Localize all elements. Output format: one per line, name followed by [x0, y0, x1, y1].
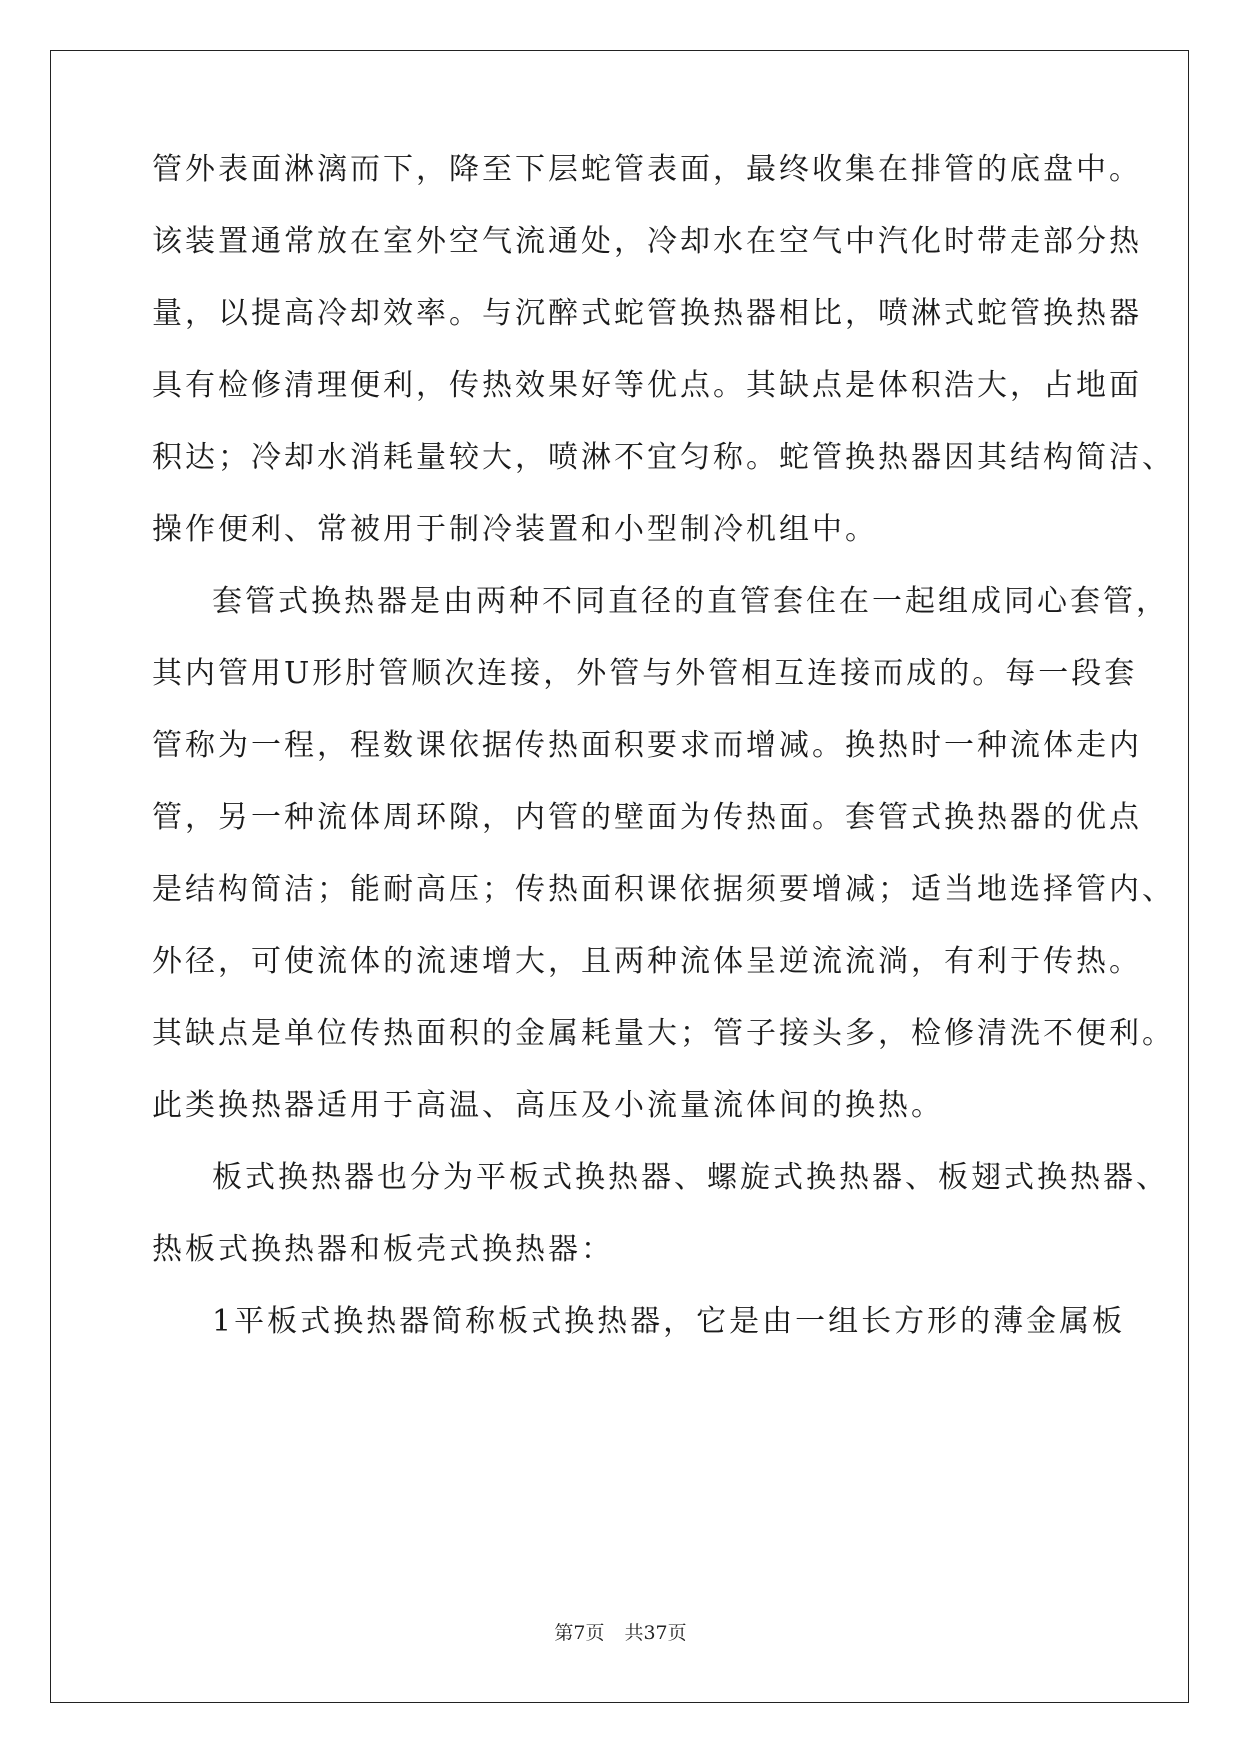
text-line: 管外表面淋漓而下，降至下层蛇管表面，最终收集在排管的底盘中。: [152, 152, 1142, 187]
page-number-total: 共37页: [624, 1622, 687, 1644]
text-line: 是结构简洁；能耐高压；传热面积课依据须要增减；适当地选择管内、: [152, 872, 1175, 907]
page-footer: [0, 1618, 1241, 1645]
text-line: 外径，可使流体的流速增大，且两种流体呈逆流流淌，有利于传热。: [152, 944, 1142, 979]
text-line: 热板式换热器和板壳式换热器：: [152, 1232, 614, 1267]
text-line: 管，另一种流体周环隙，内管的壁面为传热面。套管式换热器的优点: [152, 800, 1142, 835]
text-line: 其缺点是单位传热面积的金属耗量大；管子接头多，检修清洗不便利。: [152, 1016, 1175, 1051]
paragraph-start-line: 板式换热器也分为平板式换热器、螺旋式换热器、板翅式换热器、: [212, 1160, 1169, 1195]
paragraph-start-line: 1平板式换热器简称板式换热器，它是由一组长方形的薄金属板: [212, 1304, 1126, 1339]
text-line: 量，以提高冷却效率。与沉醉式蛇管换热器相比，喷淋式蛇管换热器: [152, 296, 1142, 331]
text-line: 具有检修清理便利，传热效果好等优点。其缺点是体积浩大，占地面: [152, 368, 1142, 403]
page-number-current: 第7页: [554, 1622, 605, 1644]
text-line: 此类换热器适用于高温、高压及小流量流体间的换热。: [152, 1088, 944, 1123]
text-line: 积达；冷却水消耗量较大，喷淋不宜匀称。蛇管换热器因其结构简洁、: [152, 440, 1175, 475]
text-line: 管称为一程，程数课依据传热面积要求而增减。换热时一种流体走内: [152, 728, 1142, 763]
paragraph-start-line: 套管式换热器是由两种不同直径的直管套住在一起组成同心套管，: [212, 584, 1169, 619]
text-line: 该装置通常放在室外空气流通处，冷却水在空气中汽化时带走部分热: [152, 224, 1142, 259]
text-line: 操作便利、常被用于制冷装置和小型制冷机组中。: [152, 512, 878, 547]
text-line: 其内管用U形肘管顺次连接，外管与外管相互连接而成的。每一段套: [152, 656, 1138, 691]
